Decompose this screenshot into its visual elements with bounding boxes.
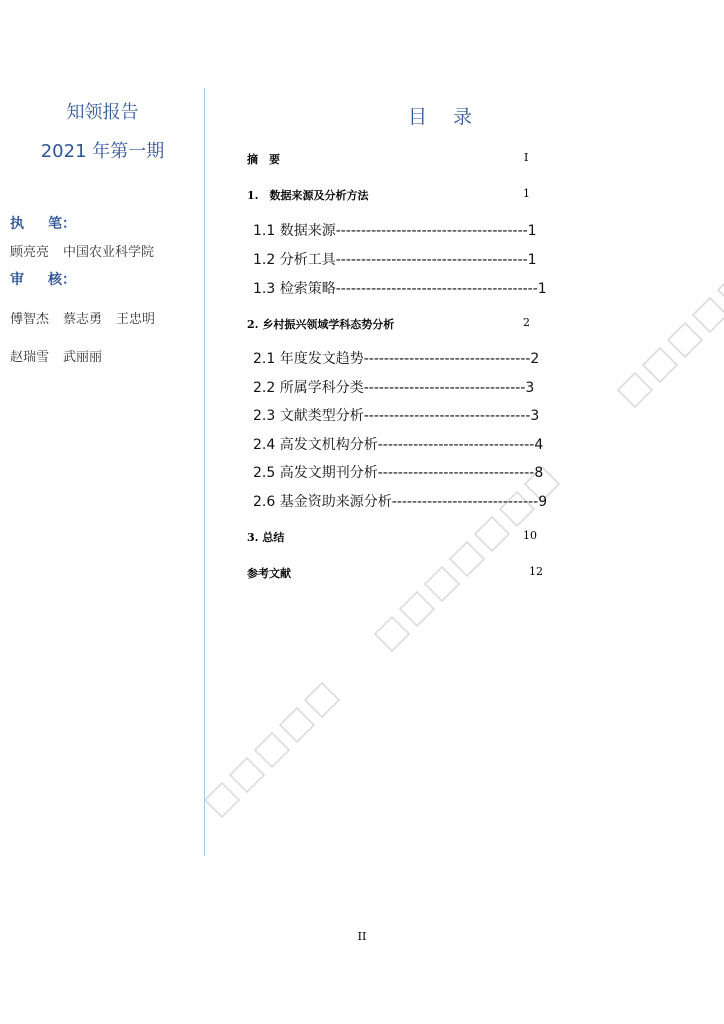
watermark-box [305,683,339,717]
toc-entry-1-3[interactable]: 1.3 检索策略----------------------------------------1 [253,281,547,297]
toc-entry-abstract[interactable]: 摘 要 [247,153,280,166]
author-affiliation: 中国农业科学院 [63,245,155,260]
reviewers-line-2 [10,346,116,365]
page-number: II [357,930,367,943]
watermark-box [618,373,652,407]
toc-page-abstract: I [524,151,529,164]
reviewer-name: 王忠明 [116,312,156,327]
author-heading: 执 笔： [10,216,76,232]
toc-title: 目 录 [408,106,483,128]
reviewers-line-1 [10,308,169,327]
watermark-box [205,783,239,817]
reviewer-name: 傅智杰 [10,312,50,327]
review-heading: 审 核： [10,272,76,288]
toc-page-section-2: 2 [523,316,530,329]
watermark-box [450,542,484,576]
toc-entry-2-2[interactable]: 2.2 所属学科分类--------------------------------3 [253,380,535,396]
toc-page-section-1: 1 [523,187,530,200]
toc-entry-2-5[interactable]: 2.5 高发文期刊分析-------------------------------8 [253,465,544,481]
sidebar [0,0,205,1024]
toc-entry-1-2[interactable]: 1.2 分析工具--------------------------------------1 [253,252,537,268]
watermark-box [475,517,509,551]
toc-entry-section-1[interactable]: 1. 数据来源及分析方法 [247,189,369,202]
reviewer-name: 武丽丽 [63,350,103,365]
toc-page-section-3: 10 [523,529,537,542]
toc-entry-2-4[interactable]: 2.4 高发文机构分析-------------------------------4 [253,437,544,453]
author-name: 顾亮亮 [10,245,50,260]
toc-entry-2-3[interactable]: 2.3 文献类型分析---------------------------------3 [253,408,540,424]
watermark-box [693,298,724,332]
toc-entry-2-1[interactable]: 2.1 年度发文趋势---------------------------------2 [253,351,540,367]
toc-page-references: 12 [529,565,543,578]
watermark-box [255,733,289,767]
toc-entry-1-1[interactable]: 1.1 数据来源--------------------------------------1 [253,223,537,239]
watermark-box [425,567,459,601]
watermark-box [718,273,724,307]
report-title: 知领报告 [66,102,139,123]
watermark-box [400,592,434,626]
reviewer-name: 蔡志勇 [63,312,103,327]
toc-entry-section-2[interactable]: 2. 乡村振兴领域学科态势分析 [247,318,395,331]
toc-entry-2-6[interactable]: 2.6 基金资助来源分析-----------------------------9 [253,494,548,510]
report-issue: 2021 年第一期 [40,141,165,162]
reviewer-name: 赵瑞雪 [10,350,50,365]
sidebar-divider [204,88,205,856]
toc-entry-section-3[interactable]: 3. 总结 [247,531,285,544]
toc-entry-references[interactable]: 参考文献 [247,567,291,580]
watermark-box [230,758,264,792]
watermark-box [280,708,314,742]
watermark-box [375,617,409,651]
watermark-box [643,348,677,382]
watermark-box [668,323,702,357]
author-names [10,241,168,260]
